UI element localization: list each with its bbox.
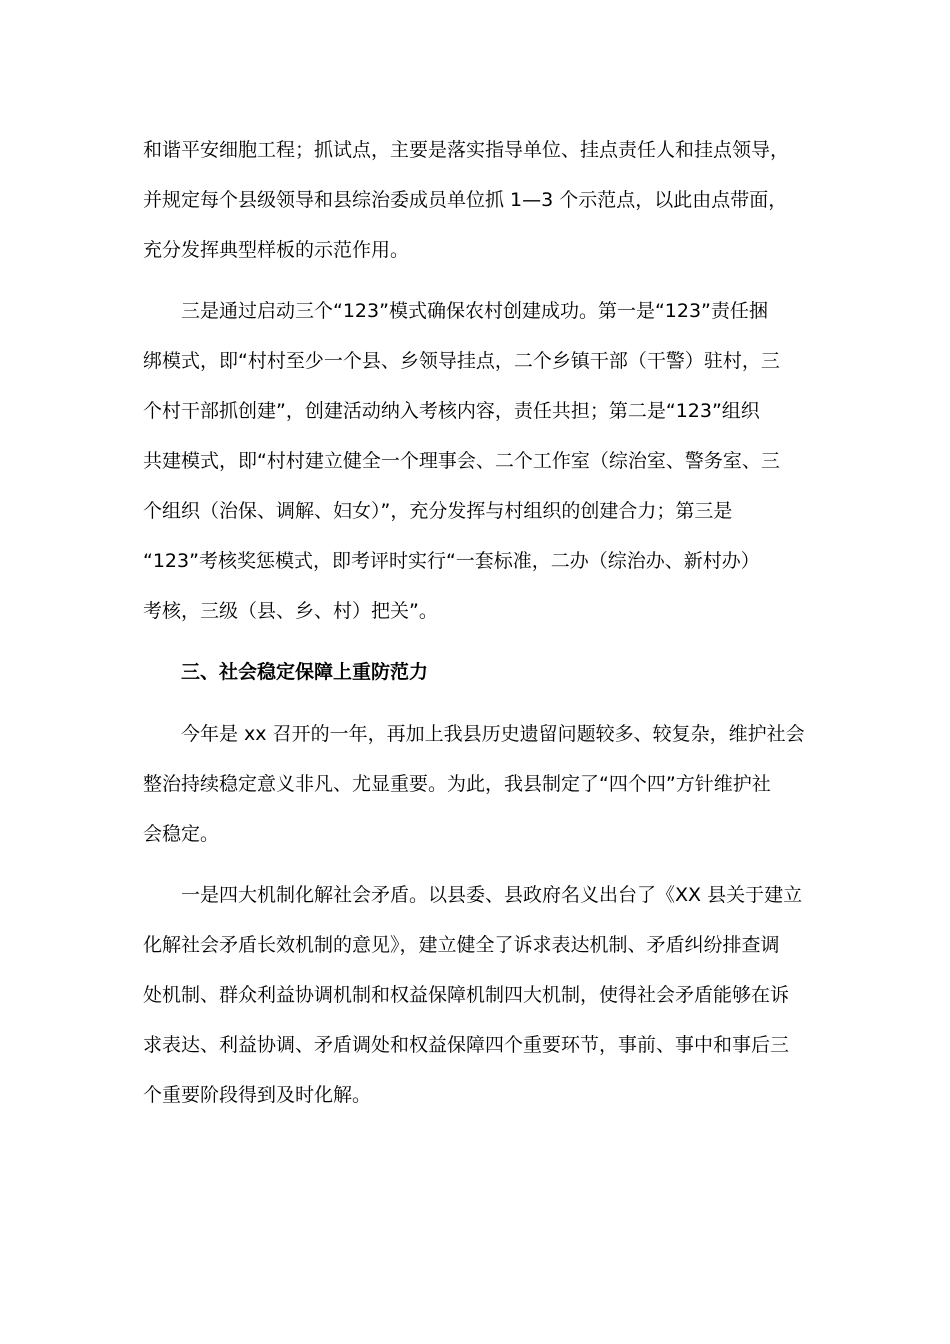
paragraph-1 [143,125,809,275]
paragraph-line: 充分发挥典型样板的示范作用。 [143,239,410,261]
paragraph-3 [143,709,809,859]
paragraph-line: 一是四大机制化解社会矛盾。以县委、县政府名义出台了《XX 县关于建立 [143,884,803,906]
paragraph-line: “123”考核奖惩模式，即考评时实行“一套标准，二办（综治办、新村办） [143,550,760,572]
section-heading-text: 三、社会稳定保障上重防范力 [143,661,429,683]
paragraph-line: 三是通过启动三个“123”模式确保农村创建成功。第一是“123”责任捆 [143,300,768,322]
paragraph-line: 化解社会矛盾长效机制的意见》，建立健全了诉求表达机制、矛盾纠纷排查调 [143,934,780,956]
paragraph-line: 求表达、利益协调、矛盾调处和权益保障四个重要环节，事前、事中和事后三 [143,1034,790,1056]
paragraph-line: 个重要阶段得到及时化解。 [143,1084,372,1106]
paragraph-line: 会稳定。 [143,823,220,845]
paragraph-line: 个组织（治保、调解、妇女）”，充分发挥与村组织的创建合力；第三是 [143,500,733,522]
paragraph-line: 和谐平安细胞工程；抓试点，主要是落实指导单位、挂点责任人和挂点领导， [143,139,790,161]
paragraph-line: 考核，三级（县、乡、村）把关”。 [143,600,438,622]
paragraph-line: 今年是 xx 召开的一年，再加上我县历史遗留问题较多、较复杂，维护社会 [143,723,805,745]
section-heading [143,647,809,697]
paragraph-line: 处机制、群众利益协调机制和权益保障机制四大机制，使得社会矛盾能够在诉 [143,984,790,1006]
paragraph-4 [143,870,809,1120]
paragraph-line: 并规定每个县级领导和县综治委成员单位抓 1—3 个示范点，以此由点带面， [143,189,788,211]
paragraph-line: 共建模式，即“村村建立健全一个理事会、二个工作室（综治室、警务室、三 [143,450,780,472]
paragraph-2 [143,286,809,636]
paragraph-line: 个村干部抓创建”，创建活动纳入考核内容，责任共担；第二是“123”组织 [143,400,760,422]
paragraph-line: 绑模式，即“村村至少一个县、乡领导挂点，二个乡镇干部（干警）驻村，三 [143,350,780,372]
paragraph-line: 整治持续稳定意义非凡、尤显重要。为此，我县制定了“四个四”方针维护社 [143,773,771,795]
